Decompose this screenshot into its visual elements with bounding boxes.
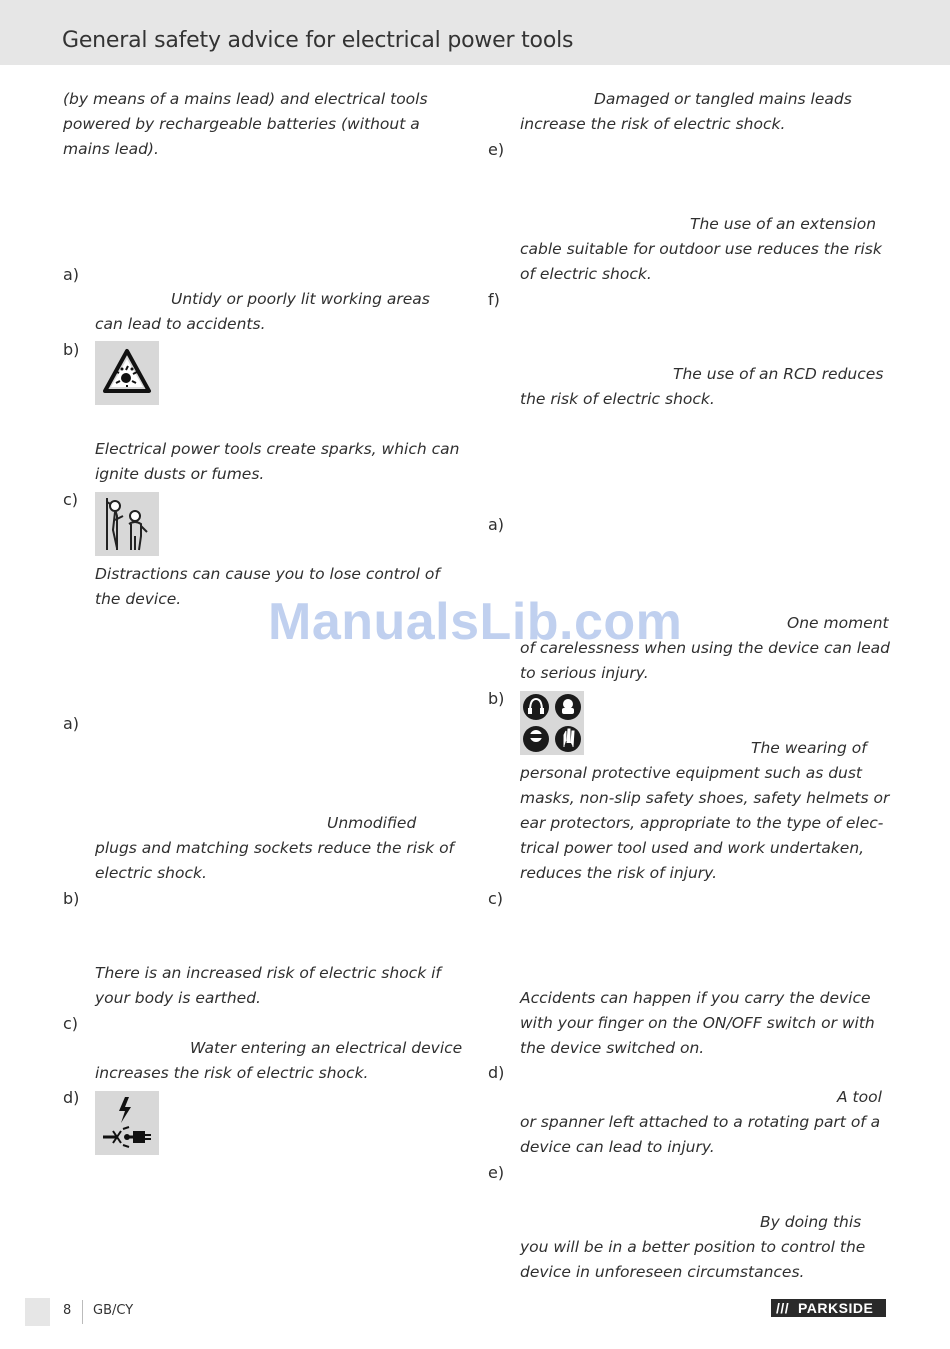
item-label: c) bbox=[488, 889, 504, 908]
language-code: GB/CY bbox=[93, 1303, 134, 1318]
page-header bbox=[0, 0, 950, 65]
pers-a-line-3: to serious injury. bbox=[520, 664, 649, 682]
pers-c-line-3: the device switched on. bbox=[520, 1039, 705, 1057]
pers-b-line-2: personal protective equipment such as dust bbox=[520, 764, 863, 782]
elec-f-line-2: the risk of electric shock. bbox=[520, 390, 715, 408]
explosion-warning-icon bbox=[95, 341, 159, 405]
elec-d-line-1: Damaged or tangled mains leads bbox=[594, 90, 852, 108]
work-area-c-line-1: Distractions can cause you to lose control of bbox=[95, 565, 440, 583]
pers-b-line-5: trical power tool used and work undertaken, bbox=[520, 839, 865, 857]
elec-c-line-2: increases the risk of electric shock. bbox=[95, 1064, 369, 1082]
work-area-b-line-2: ignite dusts or fumes. bbox=[95, 465, 265, 483]
pers-a-line-1: One moment bbox=[787, 614, 889, 632]
elec-e-line-2: cable suitable for outdoor use reduces the risk bbox=[520, 240, 882, 258]
item-label: a) bbox=[488, 515, 505, 534]
footer-tab bbox=[25, 1298, 50, 1326]
intro-line-2: powered by rechargeable batteries (without a bbox=[63, 115, 420, 133]
pers-b-line-6: reduces the risk of injury. bbox=[520, 864, 718, 882]
item-label: b) bbox=[488, 689, 505, 708]
brand-logo bbox=[771, 1299, 886, 1317]
pers-d-line-1: A tool bbox=[837, 1088, 882, 1106]
work-area-a-line-2: can lead to accidents. bbox=[95, 315, 266, 333]
item-label: f) bbox=[488, 290, 500, 309]
intro-line-1: (by means of a mains lead) and electrical tools bbox=[63, 90, 428, 108]
item-label: c) bbox=[63, 1014, 79, 1033]
elec-f-line-1: The use of an RCD reduces bbox=[673, 365, 884, 383]
item-label: d) bbox=[488, 1063, 505, 1082]
item-label: a) bbox=[63, 265, 80, 284]
elec-a-line-3: electric shock. bbox=[95, 864, 207, 882]
elec-b-line-2: your body is earthed. bbox=[95, 989, 261, 1007]
work-area-a-line-1: Untidy or poorly lit working areas bbox=[171, 290, 430, 308]
pers-e-line-1: By doing this bbox=[760, 1213, 862, 1231]
pers-e-line-3: device in unforeseen circumstances. bbox=[520, 1263, 805, 1281]
electric-shock-plug-icon bbox=[95, 1091, 159, 1155]
elec-c-line-1: Water entering an electrical device bbox=[190, 1039, 463, 1057]
pers-d-line-2: or spanner left attached to a rotating part of a bbox=[520, 1113, 881, 1131]
item-label: c) bbox=[63, 490, 79, 509]
pers-b-line-3: masks, non-slip safety shoes, safety helmets or bbox=[520, 789, 890, 807]
elec-a-line-2: plugs and matching sockets reduce the risk of bbox=[95, 839, 455, 857]
page-number: 8 bbox=[63, 1303, 72, 1318]
elec-e-line-3: of electric shock. bbox=[520, 265, 652, 283]
brand-name: PARKSIDE bbox=[798, 1300, 874, 1316]
pers-d-line-3: device can lead to injury. bbox=[520, 1138, 715, 1156]
intro-line-3: mains lead). bbox=[63, 140, 159, 158]
page-title: General safety advice for electrical power tools bbox=[62, 28, 574, 53]
pers-b-line-4: ear protectors, appropriate to the type of elec- bbox=[520, 814, 884, 832]
watermark: ManualsLib.com bbox=[268, 593, 683, 651]
work-area-c-line-2: the device. bbox=[95, 590, 182, 608]
keep-children-away-icon bbox=[95, 492, 159, 556]
item-label: b) bbox=[63, 889, 80, 908]
pers-b-line-1: The wearing of bbox=[751, 739, 867, 757]
pers-c-line-1: Accidents can happen if you carry the device bbox=[520, 989, 871, 1007]
elec-a-line-1: Unmodified bbox=[327, 814, 417, 832]
work-area-b-line-1: Electrical power tools create sparks, which can bbox=[95, 440, 460, 458]
pers-c-line-2: with your finger on the ON/OFF switch or with bbox=[520, 1014, 875, 1032]
elec-e-line-1: The use of an extension bbox=[690, 215, 877, 233]
item-label: a) bbox=[63, 714, 80, 733]
item-label: d) bbox=[63, 1088, 80, 1107]
brand-slashes: /// bbox=[776, 1300, 790, 1316]
elec-b-line-1: There is an increased risk of electric shock if bbox=[95, 964, 441, 982]
item-label: e) bbox=[488, 1163, 505, 1182]
elec-d-line-2: increase the risk of electric shock. bbox=[520, 115, 786, 133]
item-label: e) bbox=[488, 140, 505, 159]
protective-equipment-icons bbox=[520, 691, 584, 755]
footer-divider bbox=[82, 1300, 83, 1324]
pers-a-line-2: of carelessness when using the device can lead bbox=[520, 639, 890, 657]
pers-e-line-2: you will be in a better position to control the bbox=[520, 1238, 866, 1256]
item-label: b) bbox=[63, 340, 80, 359]
